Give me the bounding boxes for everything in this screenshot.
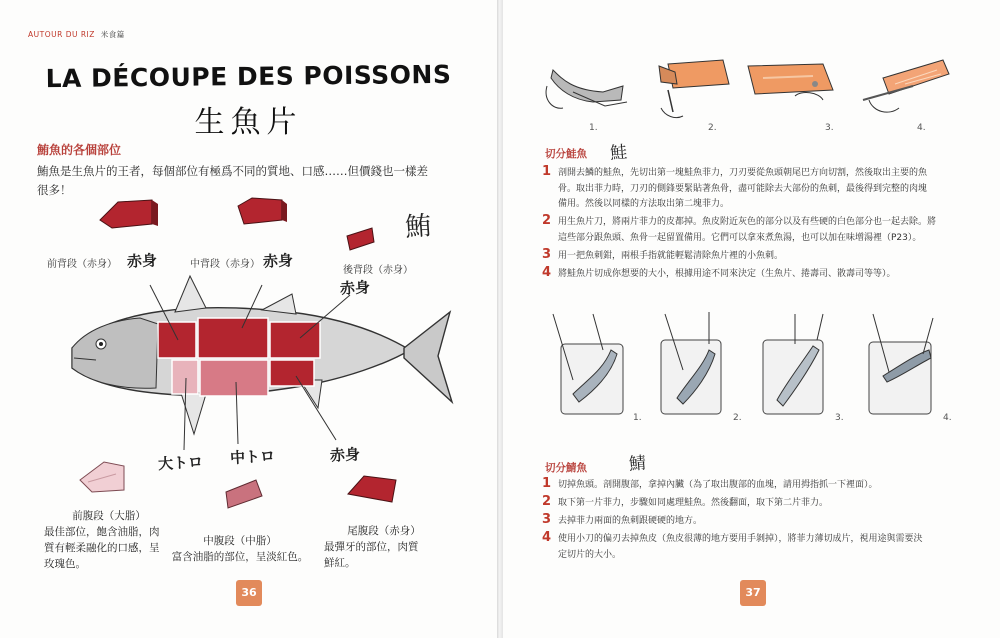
- caption-mid-belly: [170, 533, 310, 565]
- section-name: 米食篇: [100, 30, 125, 39]
- step-line: 備用。然後以同樣的方法取出第二塊菲力。: [558, 199, 730, 209]
- step-number: 1: [542, 476, 552, 491]
- step-line: 剖開去鱗的鮭魚，先切出第一塊鮭魚菲力，刀刃要從魚頭朝尾巴方向切割，然後取出主要的魚: [558, 168, 928, 178]
- step-number: 1: [542, 164, 552, 179]
- page-number-right: 37: [740, 580, 766, 606]
- mid-belly-piece-illustration: [226, 480, 262, 508]
- tail-piece-illustration: [348, 476, 396, 502]
- mackerel-step-4-illustration: [869, 314, 952, 423]
- mackerel-step-1-illustration: [553, 314, 642, 423]
- salmon-step-3: [542, 246, 962, 265]
- mackerel-step-2: [542, 496, 962, 512]
- step-line: 用生魚片刀，將兩片菲力的皮都掉。魚皮附近灰色的部分以及有些硬的白色部分也一起去除。將: [558, 217, 937, 227]
- caption-line: 最佳部位，飽含油脂，肉: [44, 526, 160, 538]
- caption-line: 玫瑰色。: [44, 558, 86, 570]
- step-line: 取下第一片菲力，步驟如同處理鮭魚。然後翻面，取下第二片菲力。: [558, 498, 829, 508]
- caption-line: 質有輕柔融化的口感，呈: [44, 542, 160, 554]
- salmon-step-4: [542, 264, 962, 283]
- mid-back-piece-illustration: [238, 198, 287, 224]
- series-name: AUTOUR DU RIZ: [28, 30, 95, 39]
- intro-line: 鮪魚是生魚片的王者，每個部位有極爲不同的質地、口感……但價錢也一樣差: [37, 164, 428, 178]
- caption-title: 中腹段（中脂）: [203, 535, 277, 547]
- step-line: 骨。取出菲力時，刀刃的側鋒要緊貼著魚骨，盡可能除去大部份的魚刺，最後得到完整的肉塊: [558, 183, 928, 194]
- step-line: 切掉魚頭。剖開腹部，拿掉內臟（為了取出腹部的血塊，請用拇指抓一下裡面）。: [558, 480, 878, 490]
- caption-title: 尾腹段（赤身）: [347, 525, 421, 537]
- hand-otoro: 大トロ: [157, 452, 204, 474]
- salmon-step-1: [542, 166, 962, 213]
- label-rear-back: 後背段（赤身）: [343, 265, 413, 276]
- mackerel-step-3-illustration: [763, 314, 844, 423]
- label-mid-back: 中背段（赤身）: [190, 259, 260, 270]
- salmon-step-4-illustration: [863, 60, 949, 133]
- title-french: LA DÉCOUPE DES POISSONS: [45, 59, 452, 94]
- step-line: 用一把魚刺鉗，兩根手指就能輕鬆清除魚片裡的小魚刺。: [558, 250, 784, 261]
- front-back-piece-illustration: [100, 200, 158, 228]
- hand-salmon-character: 鮭: [609, 142, 629, 164]
- right-page: [503, 0, 1000, 638]
- section-heading: 鮪魚的各個部位: [37, 143, 122, 157]
- tuna-body: [72, 276, 452, 450]
- hand-akami-rear: 赤身: [339, 278, 371, 298]
- intro-line: 很多！: [37, 183, 72, 197]
- mackerel-steps: [542, 478, 962, 566]
- caption-line: 最彈牙的部位，肉質: [324, 541, 419, 553]
- hand-akami-tail: 赤身: [329, 445, 361, 465]
- caption-tail: [324, 523, 444, 571]
- step-line: 使用小刀的偏刃去掉魚皮（魚皮很薄的地方要用手剝掉），將菲力薄切成片，視用途與需要決: [558, 534, 923, 544]
- step-number: 4: [542, 530, 552, 545]
- mackerel-step-4: [542, 532, 962, 563]
- running-head: [28, 29, 125, 40]
- mackerel-heading: 切分鯖魚: [545, 462, 587, 474]
- step-line: 定切片的大小。: [558, 549, 622, 560]
- step-number: 4: [542, 264, 552, 280]
- salmon-step-number: 1.: [589, 123, 598, 133]
- front-belly-piece-illustration: [80, 462, 124, 492]
- mackerel-step-number: 4.: [943, 413, 952, 423]
- caption-front-belly: [44, 508, 174, 572]
- step-number: 3: [542, 246, 552, 262]
- caption-line: 富含油脂的部位，呈淡紅色。: [171, 551, 309, 563]
- salmon-step-2: [542, 215, 962, 246]
- salmon-step-number: 2.: [708, 123, 717, 133]
- salmon-heading: 切分鮭魚: [545, 148, 587, 160]
- label-front-back: 前背段（赤身）: [47, 259, 117, 270]
- hand-tuna-character: 鮪: [404, 211, 433, 243]
- salmon-step-1-illustration: [546, 70, 627, 133]
- mackerel-step-2-illustration: [661, 312, 742, 423]
- step-line: 去掉菲力兩面的魚刺跟硬硬的地方。: [558, 516, 703, 526]
- salmon-step-2-illustration: [659, 60, 729, 133]
- page-number-left: 36: [236, 580, 262, 606]
- step-line: 這些部分跟魚頭、魚骨一起留置備用。它們可以拿來煮魚湯，也可以加在味增湯裡（P23）。: [558, 232, 922, 243]
- mackerel-step-3: [542, 514, 962, 530]
- step-line: 將鮭魚片切成你想要的大小，根據用途不同來決定（生魚片、捲壽司、散壽司等等）。: [558, 268, 896, 279]
- salmon-step-illustrations: [533, 50, 973, 140]
- hand-chutoro: 中トロ: [229, 446, 276, 468]
- left-page: [0, 0, 497, 638]
- salmon-step-3-illustration: [748, 64, 834, 133]
- mackerel-step-1: [542, 478, 962, 494]
- hand-mackerel-character: 鯖: [628, 453, 648, 475]
- salmon-step-number: 4.: [917, 123, 926, 133]
- caption-title: 前腹段（大脂）: [72, 510, 146, 522]
- mackerel-step-illustrations: [533, 310, 973, 430]
- salmon-step-number: 3.: [825, 123, 834, 133]
- caption-line: 鮮紅。: [324, 557, 356, 569]
- mackerel-step-number: 2.: [733, 413, 742, 423]
- mackerel-step-number: 1.: [633, 413, 642, 423]
- hand-akami-front: 赤身: [126, 251, 158, 271]
- caption-body: [44, 524, 174, 572]
- step-number: 2: [542, 494, 552, 509]
- title-chinese: 生魚片: [194, 105, 303, 140]
- step-number: 3: [542, 512, 552, 527]
- salmon-steps: [542, 166, 962, 285]
- rear-back-piece-illustration: [347, 228, 374, 250]
- caption-body: [324, 539, 444, 571]
- step-number: 2: [542, 213, 552, 228]
- mackerel-step-number: 3.: [835, 413, 844, 423]
- hand-akami-mid: 赤身: [262, 251, 294, 271]
